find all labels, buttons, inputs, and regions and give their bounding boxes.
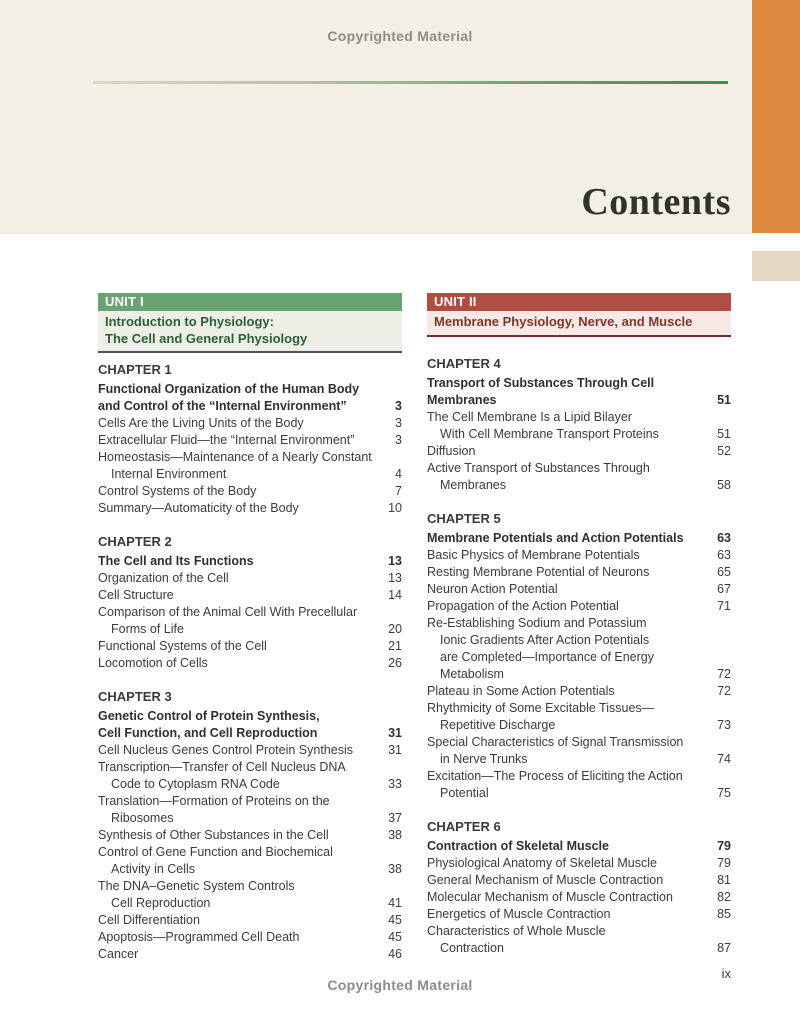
toc-line: Code to Cytoplasm RNA Code (111, 777, 280, 791)
toc-entry-text (427, 530, 709, 547)
toc-line: Cell Nucleus Genes Control Protein Synthesis (98, 743, 353, 757)
toc-column-unit-2 (427, 293, 731, 957)
toc-entry-page: 3 (395, 399, 402, 413)
toc-entry (427, 768, 731, 802)
toc-entry (98, 483, 402, 500)
gradient-rule (93, 81, 728, 84)
toc-line: Re-Establishing Sodium and Potassium (427, 615, 647, 630)
unit-subtitle (98, 311, 402, 353)
toc-entry-page: 41 (388, 896, 402, 910)
toc-line: Cell Structure (98, 588, 174, 602)
toc-entry-page: 85 (717, 906, 731, 921)
toc-entry-page: 38 (388, 862, 402, 876)
toc-entry (98, 604, 402, 638)
toc-line: Cancer (98, 947, 139, 961)
toc-entry (98, 587, 402, 604)
toc-entry (427, 547, 731, 564)
toc-entry (98, 449, 402, 483)
toc-line: Transcription—Transfer of Cell Nucleus DNA (98, 760, 346, 774)
toc-entry-page: 3 (395, 433, 402, 447)
toc-entry (427, 700, 731, 734)
toc-entry-text (98, 553, 380, 570)
toc-line: Excitation—The Process of Eliciting the Action (427, 768, 683, 783)
toc-entry-text (427, 598, 709, 615)
toc-line: Ionic Gradients After Action Potentials (440, 632, 650, 647)
toc-entry-page: 67 (717, 581, 731, 596)
toc-line: Summary—Automaticity of the Body (98, 501, 299, 515)
toc-line: Cells Are the Living Units of the Body (98, 416, 304, 430)
toc-line: Transport of Substances Through Cell (427, 375, 655, 390)
toc-entry-text (98, 742, 380, 759)
toc-entry-page: 65 (717, 564, 731, 579)
toc-entry-text (427, 683, 709, 700)
toc-entry-text (98, 827, 380, 844)
unit-subtitle-line: Membrane Physiology, Nerve, and Muscle (434, 314, 693, 329)
toc-line: Locomotion of Cells (98, 656, 208, 670)
chapter-heading: CHAPTER 5 (427, 510, 501, 526)
toc-line: and Control of the “Internal Environment” (98, 399, 347, 413)
toc-entry-page: 21 (388, 639, 402, 653)
toc-entry-page: 13 (388, 554, 402, 568)
toc-entry-page: 45 (388, 913, 402, 927)
toc-entry (98, 742, 402, 759)
toc-entry (98, 946, 402, 963)
toc-entry-page: 72 (717, 666, 731, 681)
toc-entry-page: 52 (717, 443, 731, 458)
toc-line: The Cell Membrane Is a Lipid Bilayer (427, 409, 632, 424)
toc-entry (98, 415, 402, 432)
toc-line: Internal Environment (111, 467, 227, 481)
toc-entry-page: 63 (717, 547, 731, 562)
toc-entry (427, 530, 731, 547)
toc-entry (427, 838, 731, 855)
toc-line: Cell Differentiation (98, 913, 200, 927)
toc-line: Functional Organization of the Human Body (98, 382, 360, 396)
toc-entry-text (98, 878, 380, 912)
toc-entry-text (98, 946, 380, 963)
toc-line: Genetic Control of Protein Synthesis, (98, 709, 320, 723)
toc-entry (427, 460, 731, 494)
toc-entry (427, 923, 731, 957)
toc-entry (98, 432, 402, 449)
toc-entry (98, 500, 402, 517)
toc-line: Diffusion (427, 443, 476, 458)
toc-entry-text (98, 708, 380, 742)
toc-entry (427, 906, 731, 923)
toc-line: Contraction (440, 940, 504, 955)
chapter-entries (98, 708, 402, 963)
toc-entry-text (98, 587, 380, 604)
toc-line: are Completed—Importance of Energy (440, 649, 654, 664)
toc-entry (427, 683, 731, 700)
toc-entry-page: 7 (395, 484, 402, 498)
toc-entry-page: 13 (388, 571, 402, 585)
toc-line: Apoptosis—Programmed Cell Death (98, 930, 300, 944)
toc-line: Cell Function, and Cell Reproduction (98, 726, 318, 740)
toc-entry-page: 37 (388, 811, 402, 825)
toc-entry-page: 26 (388, 656, 402, 670)
toc-entry (427, 564, 731, 581)
toc-entry (427, 598, 731, 615)
toc-line: General Mechanism of Muscle Contraction (427, 872, 664, 887)
toc-entry (98, 570, 402, 587)
toc-entry-text (427, 460, 709, 494)
toc-entry-page: 46 (388, 947, 402, 961)
toc-line: Extracellular Fluid—the “Internal Environment” (98, 433, 355, 447)
chapter-section (427, 355, 731, 494)
toc-entry-page: 58 (717, 477, 731, 492)
toc-line: Homeostasis—Maintenance of a Nearly Constant (98, 450, 372, 464)
toc-entry-page: 82 (717, 889, 731, 904)
toc-entry-page: 45 (388, 930, 402, 944)
unit-bar-label: UNIT I (98, 293, 402, 311)
toc-entry-text (427, 838, 709, 855)
toc-entry-text (427, 700, 709, 734)
toc-entry-text (98, 449, 387, 483)
toc-entry-text (427, 581, 709, 598)
toc-entry (98, 929, 402, 946)
toc-line: The Cell and Its Functions (98, 554, 254, 568)
page-title: Contents (581, 181, 731, 223)
toc-entry-page: 14 (388, 588, 402, 602)
toc-line: Physiological Anatomy of Skeletal Muscle (427, 855, 657, 870)
toc-entry-text (98, 432, 387, 449)
toc-entry-text (427, 923, 709, 957)
toc-entry-text (98, 912, 380, 929)
toc-line: Characteristics of Whole Muscle (427, 923, 606, 938)
toc-entry-page: 51 (717, 426, 731, 441)
toc-line: Potential (440, 785, 489, 800)
toc-entry-text (427, 768, 709, 802)
toc-entry-page: 71 (717, 598, 731, 613)
toc-line: Basic Physics of Membrane Potentials (427, 547, 640, 562)
toc-entry-page: 81 (717, 872, 731, 887)
toc-entry-text (98, 483, 387, 500)
toc-line: Control Systems of the Body (98, 484, 257, 498)
toc-entry (427, 855, 731, 872)
toc-entry-page: 4 (395, 467, 402, 481)
toc-entry-text (427, 615, 709, 683)
chapters (427, 355, 731, 957)
toc-entry-page: 38 (388, 828, 402, 842)
toc-column-unit-1 (98, 293, 402, 963)
toc-line: Translation—Formation of Proteins on the (98, 794, 330, 808)
toc-line: Ribosomes (111, 811, 174, 825)
chapter-entries (427, 530, 731, 802)
toc-entry-text (98, 844, 380, 878)
toc-entry (427, 581, 731, 598)
toc-entry (98, 793, 402, 827)
toc-line: With Cell Membrane Transport Proteins (440, 426, 659, 441)
toc-line: Synthesis of Other Substances in the Cell (98, 828, 329, 842)
toc-entry-page: 79 (717, 838, 731, 853)
toc-entry-text (98, 570, 380, 587)
toc-entry-page: 31 (388, 743, 402, 757)
chapter-heading: CHAPTER 2 (98, 534, 172, 549)
chapter-section (98, 688, 402, 963)
toc-entry-text (427, 906, 709, 923)
chapter-heading: CHAPTER 6 (427, 818, 501, 834)
toc-entry (98, 655, 402, 672)
toc-line: Plateau in Some Action Potentials (427, 683, 615, 698)
toc-line: Forms of Life (111, 622, 184, 636)
chapter-heading: CHAPTER 3 (98, 689, 172, 704)
toc-line: Neuron Action Potential (427, 581, 558, 596)
toc-line: Propagation of the Action Potential (427, 598, 619, 613)
tan-edge-block (752, 251, 800, 281)
toc-line: Membranes (427, 392, 497, 407)
toc-entry (98, 878, 402, 912)
chapter-section (98, 361, 402, 517)
toc-entry (427, 409, 731, 443)
toc-entry-text (98, 604, 380, 638)
chapter-entries (98, 381, 402, 517)
toc-line: The DNA–Genetic System Controls (98, 879, 295, 893)
toc-entry (427, 734, 731, 768)
unit-bar-label: UNIT II (427, 293, 731, 311)
toc-entry (98, 638, 402, 655)
chapters (98, 361, 402, 963)
chapter-entries (427, 838, 731, 957)
chapter-entries (427, 375, 731, 494)
chapter-section (427, 818, 731, 957)
toc-entry (98, 553, 402, 570)
chapter-heading: CHAPTER 4 (427, 355, 501, 371)
toc-entry (98, 381, 402, 415)
copyright-notice-bottom: Copyrighted Material (327, 977, 473, 993)
chapter-heading: CHAPTER 1 (98, 362, 172, 377)
toc-line: Membranes (440, 477, 506, 492)
toc-entry-page: 87 (717, 940, 731, 955)
toc-line: Active Transport of Substances Through (427, 460, 650, 475)
toc-entry (427, 443, 731, 460)
toc-entry-page: 73 (717, 717, 731, 732)
toc-line: in Nerve Trunks (440, 751, 528, 766)
toc-entry-text (427, 443, 709, 460)
chapter-entries (98, 553, 402, 672)
toc-entry-page: 75 (717, 785, 731, 800)
toc-entry-text (98, 929, 380, 946)
toc-entry (427, 872, 731, 889)
toc-entry (98, 827, 402, 844)
toc-line: Rhythmicity of Some Excitable Tissues— (427, 700, 655, 715)
toc-entry (98, 844, 402, 878)
toc-entry-page: 10 (388, 501, 402, 515)
toc-entry-text (98, 655, 380, 672)
toc-entry (427, 375, 731, 409)
toc-line: Metabolism (440, 666, 504, 681)
toc-entry-page: 20 (388, 622, 402, 636)
toc-entry-text (427, 375, 709, 409)
toc-entry-page: 74 (717, 751, 731, 766)
toc-entry-page: 72 (717, 683, 731, 698)
toc-line: Comparison of the Animal Cell With Precellular (98, 605, 358, 619)
toc-line: Control of Gene Function and Biochemical (98, 845, 333, 859)
copyright-notice-top: Copyrighted Material (327, 28, 473, 44)
toc-line: Special Characteristics of Signal Transmission (427, 734, 684, 749)
folio-page-number: ix (721, 966, 731, 981)
unit-subtitle-line: Introduction to Physiology: (105, 314, 274, 329)
toc-line: Repetitive Discharge (440, 717, 556, 732)
toc-entry-page: 33 (388, 777, 402, 791)
toc-line: Functional Systems of the Cell (98, 639, 267, 653)
toc-line: Activity in Cells (111, 862, 196, 876)
toc-entry-text (427, 547, 709, 564)
toc-entry-page: 31 (388, 726, 402, 740)
toc-entry-page: 51 (717, 392, 731, 407)
toc-entry-text (98, 415, 387, 432)
chapter-section (98, 533, 402, 672)
toc-entry-text (427, 409, 709, 443)
toc-entry-page: 79 (717, 855, 731, 870)
toc-entry-page: 63 (717, 530, 731, 545)
toc-entry-page: 3 (395, 416, 402, 430)
toc-entry-text (427, 855, 709, 872)
toc-line: Organization of the Cell (98, 571, 229, 585)
toc-entry-text (427, 734, 709, 768)
toc-line: Membrane Potentials and Action Potentials (427, 530, 684, 545)
toc-entry-text (98, 759, 380, 793)
toc-line: Contraction of Skeletal Muscle (427, 838, 609, 853)
toc-entry-text (98, 793, 380, 827)
toc-entry-text (427, 889, 709, 906)
toc-entry-text (427, 872, 709, 889)
unit-subtitle-line: The Cell and General Physiology (105, 330, 308, 346)
toc-entry (98, 708, 402, 742)
toc-entry (427, 889, 731, 906)
toc-entry-text (427, 564, 709, 581)
chapter-section (427, 510, 731, 802)
toc-entry-text (98, 381, 387, 415)
unit-subtitle (427, 311, 731, 337)
toc-entry (427, 615, 731, 683)
toc-line: Cell Reproduction (111, 896, 211, 910)
toc-entry-text (98, 638, 380, 655)
toc-line: Resting Membrane Potential of Neurons (427, 564, 650, 579)
toc-line: Energetics of Muscle Contraction (427, 906, 611, 921)
toc-line: Molecular Mechanism of Muscle Contraction (427, 889, 673, 904)
toc-entry (98, 759, 402, 793)
toc-entry-text (98, 500, 380, 517)
toc-entry (98, 912, 402, 929)
